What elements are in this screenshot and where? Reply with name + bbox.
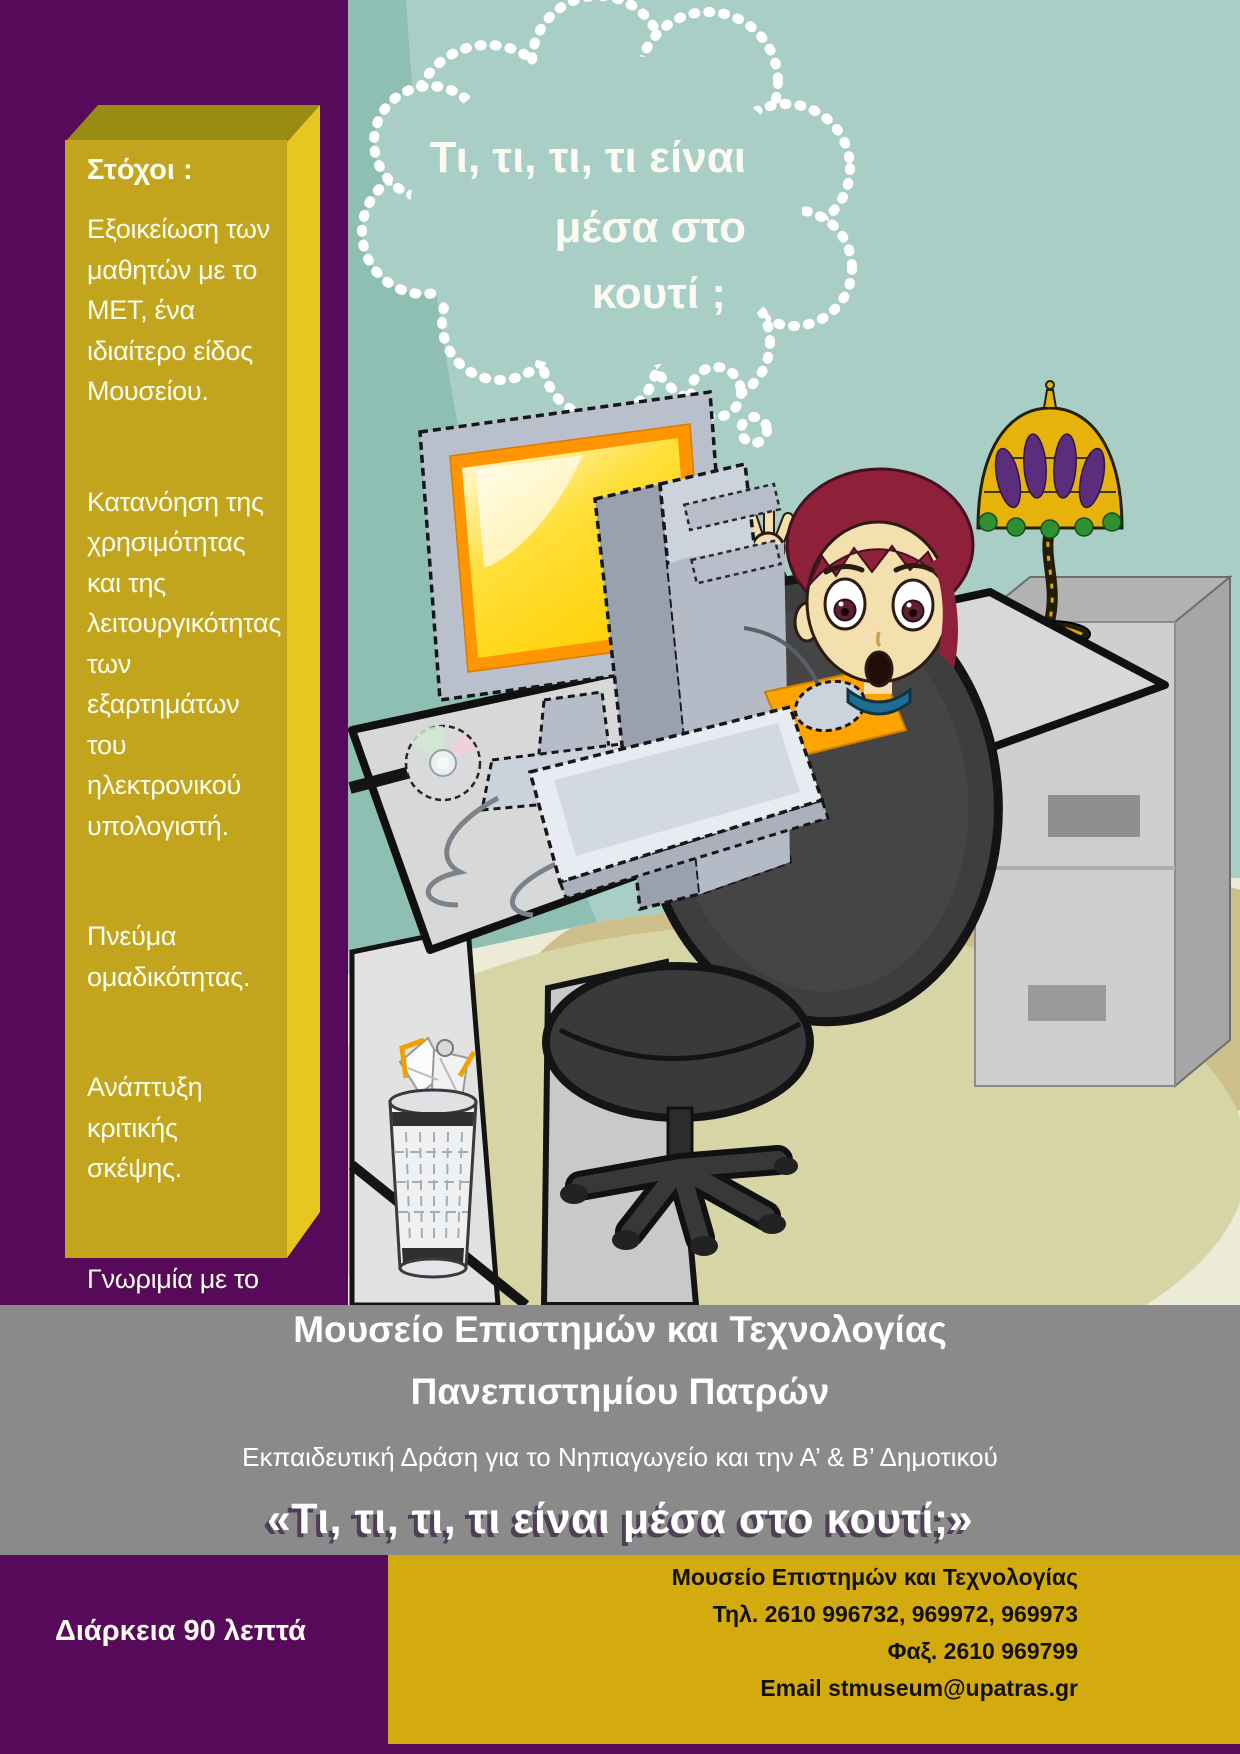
goals-heading: Στόχοι : bbox=[87, 154, 193, 186]
contact-block bbox=[388, 1555, 1240, 1754]
bubble-line: κουτί ; bbox=[591, 269, 726, 318]
banner-subtitle: Εκπαιδευτική Δράση για το Νηπιαγωγείο και την Α’ & Β’ Δημοτικού bbox=[242, 1442, 998, 1472]
bubble-line: μέσα στο bbox=[554, 203, 746, 252]
drawer-handle bbox=[1028, 985, 1106, 1021]
contact-email: Email stmuseum@upatras.gr bbox=[760, 1675, 1078, 1701]
contact-fax: Φαξ. 2610 969799 bbox=[887, 1638, 1078, 1664]
banner bbox=[0, 1305, 1240, 1555]
goal-item: Πνεύμα ομαδικότητας. bbox=[87, 921, 251, 992]
goals-box-top-face bbox=[57, 103, 327, 145]
goal-item: Κατανόηση της χρησιμότητας και της λειτουργικότητας των εξαρτημάτων του ηλεκτρονικού υπολογιστή. bbox=[87, 486, 282, 841]
banner-title-line2: Πανεπιστημίου Πατρών bbox=[410, 1371, 830, 1412]
footer bbox=[0, 1555, 1240, 1754]
goal-item: Ανάπτυξη κριτικής σκέψης. bbox=[87, 1072, 203, 1183]
duration-label: Διάρκεια 90 λεπτά bbox=[55, 1615, 306, 1647]
drawer-handle bbox=[1048, 795, 1140, 837]
banner-headline: «Τι, τι, τι, τι είναι μέσα στο κουτί;» bbox=[266, 1495, 974, 1543]
cd-disc bbox=[406, 726, 480, 800]
goal-item: Γνωριμία με το bbox=[87, 1263, 259, 1294]
contact-org: Μουσείο Επιστημών και Τεχνολογίας bbox=[671, 1564, 1078, 1590]
banner-title-line1: Μουσείο Επιστημών και Τεχνολογίας bbox=[293, 1309, 947, 1350]
bottom-strip bbox=[0, 1744, 1240, 1754]
goals-box bbox=[57, 103, 327, 1294]
contact-phone: Τηλ. 2610 996732, 969972, 969973 bbox=[712, 1601, 1078, 1627]
bubble-line: Τι, τι, τι, τι είναι bbox=[429, 133, 746, 182]
illustration-svg bbox=[348, 0, 1240, 1305]
boy-mouth bbox=[866, 652, 892, 686]
bubble-trail-small bbox=[741, 417, 767, 443]
goal-item: Εξοικείωση των μαθητών με το ΜΕΤ, ένα ιδιαίτερο είδος Μουσείου. bbox=[87, 214, 270, 406]
goals-box-front-face bbox=[65, 140, 287, 1294]
illustration bbox=[348, 0, 1240, 1305]
